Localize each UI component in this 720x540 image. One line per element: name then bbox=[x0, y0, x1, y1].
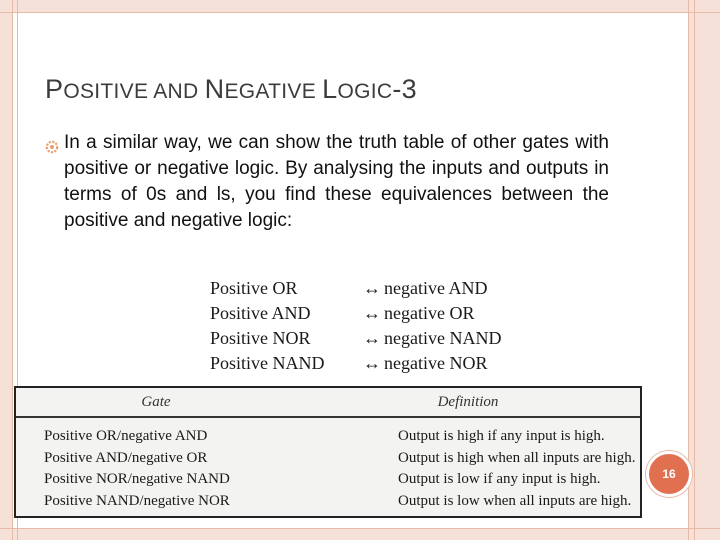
frame-bottom-border bbox=[0, 528, 720, 540]
column-header-gate: Gate bbox=[141, 393, 171, 410]
gate-definition-table bbox=[14, 386, 642, 518]
negative-gate: negative NOR bbox=[384, 353, 488, 373]
positive-gate: Positive OR bbox=[210, 278, 298, 298]
frame-rule bbox=[688, 0, 689, 540]
cell-definition: Output is low when all inputs are high. bbox=[398, 492, 632, 509]
cell-gate: Positive AND/negative OR bbox=[44, 449, 208, 466]
equivalence-row bbox=[200, 326, 520, 351]
cell-gate: Positive NOR/negative NAND bbox=[44, 471, 230, 488]
cell-gate: Positive OR/negative AND bbox=[44, 428, 208, 445]
equivalence-arrow-icon: ↔ bbox=[363, 353, 381, 373]
frame-left-border bbox=[0, 0, 12, 540]
negative-gate: negative AND bbox=[384, 278, 488, 298]
frame-rule bbox=[694, 0, 695, 540]
table-row bbox=[16, 491, 640, 513]
cell-definition: Output is low if any input is high. bbox=[398, 471, 601, 488]
table-row bbox=[16, 426, 640, 448]
column-header-definition: Definition bbox=[437, 393, 499, 410]
equivalence-list bbox=[200, 276, 520, 376]
equivalence-row bbox=[200, 351, 520, 376]
equivalence-row bbox=[200, 276, 520, 301]
frame-top-border bbox=[0, 0, 720, 12]
bullet-gear-icon bbox=[45, 140, 59, 154]
table-body bbox=[16, 418, 640, 512]
bullet-paragraph: In a similar way, we can show the truth table of other gates with positive or negative logic. By analysing the inputs and outputs in terms of 0s and ls, you find these equivalences between the positive and negative logic: bbox=[64, 132, 609, 231]
slide-title: POSITIVE AND NEGATIVE LOGIC-3 bbox=[45, 74, 417, 104]
cell-gate: Positive NAND/negative NOR bbox=[44, 492, 230, 509]
positive-gate: Positive NOR bbox=[210, 328, 311, 348]
table-row bbox=[16, 448, 640, 470]
negative-gate: negative NAND bbox=[384, 328, 502, 348]
equivalence-arrow-icon: ↔ bbox=[363, 303, 381, 323]
frame-right-border bbox=[688, 0, 720, 540]
positive-gate: Positive AND bbox=[210, 303, 311, 323]
cell-definition: Output is high if any input is high. bbox=[398, 428, 605, 445]
page-number-badge: 16 bbox=[646, 451, 692, 497]
table-row bbox=[16, 469, 640, 491]
equivalence-row bbox=[200, 301, 520, 326]
frame-rule bbox=[12, 0, 13, 540]
table-header bbox=[16, 388, 640, 418]
cell-definition: Output is high when all inputs are high. bbox=[398, 449, 636, 466]
equivalence-arrow-icon: ↔ bbox=[363, 328, 381, 348]
positive-gate: Positive NAND bbox=[210, 353, 325, 373]
frame-rule bbox=[0, 528, 720, 529]
negative-gate: negative OR bbox=[384, 303, 475, 323]
frame-rule bbox=[0, 12, 720, 13]
equivalence-arrow-icon: ↔ bbox=[363, 278, 381, 298]
